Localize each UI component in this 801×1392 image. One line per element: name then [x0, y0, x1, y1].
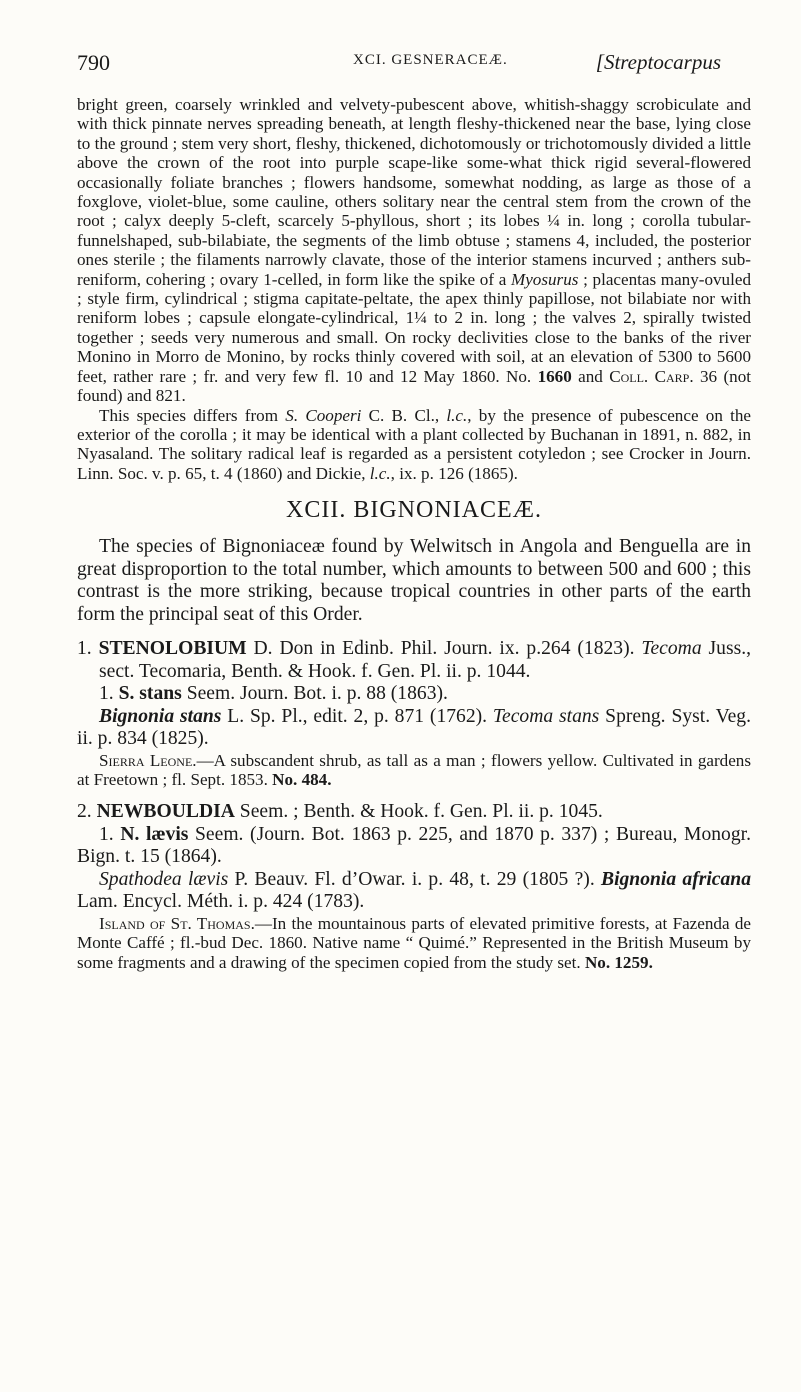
species-description: bright green, coarsely wrinkled and velvety-pubescent above, whitish-shaggy scrobiculate and with thick pinnate nerves spreading beneath, at length fleshy-thickened near the base, lying close to the ground ; stem very short, fleshy, thickened, dichotomously or trichotomously divided a little above the crown of the root into purple scape-like some-what thick rigid several-flowered occasionally foliate branches ; flowers handsome, somewhat nodding, as large as those of a foxglove, violet-blue, some cauline, others solitary near the central stem from the crown of the root ; calyx deeply 5-cleft, scarcely 5-phyllous, short ; its lobes ¼ in. long ; corolla tubular-funnelshaped, sub-bilabiate, the segments of the limb obtuse ; stamens 4, included, the posterior ones sterile ; the filaments narrowly clavate, those of the interior stamens incurved ; anthers sub-reniform, cohering ; ovary 1-celled, in form like the spike of a Myosurus ; placentas many-ovuled ; style firm, cylindrical ; stigma capitate-peltate, the apex thinly papillose, not bilabiate nor with reniform lobes ; capsule elongate-cylindrical, 1¼ to 2 in. long ; the valves 2, spirally twisted together ; seeds very numerous and small. On rocky declivities close to the banks of the river Monino in Morro de Monino, by rocks thinly covered with soil, at an elevation of 5300 to 5600 feet, rather rare ; fr. and very few fl. 10 and 12 May 1860. No. 1660 and Coll. Carp. 36 (not found) and 821. [77, 95, 751, 406]
order-intro: The species of Bignoniaceæ found by Welwitsch in Angola and Benguella are in great disproportion to the total number, which amounts to between 500 and 600 ; this contrast is the more striking, because tropical countries in other parts of the earth form the principal seat of this Order. [77, 536, 751, 625]
family-heading: XCI. GESNERACEÆ. [353, 52, 508, 68]
order-title: XCII. BIGNONIACEÆ. [286, 497, 542, 524]
species-note: This species differs from S. Cooperi C. B. Cl., l.c., by the presence of pubescence on the exterior of the corolla ; it may be identical with a plant collected by Buchanan in 1891, n. 882, in Nyasaland. The solitary radical leaf is regarded as a persistent cotyledon ; see Crocker in Journ. Linn. Soc. v. p. 65, t. 4 (1860) and Dickie, l.c., ix. p. 126 (1865). [77, 405, 751, 483]
genus-name: NEWBOULDIA [96, 801, 235, 823]
synonymy: Spathodea lævis P. Beauv. Fl. d’Owar. i. p. 48, t. 29 (1805 ?). Bignonia africana Lam. Encycl. Méth. i. p. 424 (1783). [77, 868, 751, 913]
running-head [77, 50, 751, 80]
coll-carp: Coll. Carp. [609, 366, 694, 386]
genus-heading: [Streptocarpus [595, 50, 721, 74]
species-name: S. stans [118, 683, 182, 705]
synonymy: Bignonia stans L. Sp. Pl., edit. 2, p. 871 (1762). Tecoma stans Spreng. Syst. Veg. ii. p. 834 (1825). [77, 705, 751, 750]
genus-name: STENOLOBIUM [98, 638, 247, 660]
genus-entry-newbouldia: 2. NEWBOULDIA Seem. ; Benth. & Hook. f. Gen. Pl. ii. p. 1045. [77, 801, 603, 823]
myosurus-name: Myosurus [510, 269, 579, 289]
locality-note: Sierra Leone.—A subscandent shrub, as tall as a man ; flowers yellow. Cultivated in gardens at Freetown ; fl. Sept. 1853. No. 484. [77, 750, 751, 790]
body-text [77, 95, 751, 972]
s-cooperi: S. Cooperi [285, 405, 362, 425]
species-entry-s-stans: 1. S. stans Seem. Journ. Bot. i. p. 88 (1863). [99, 683, 448, 705]
page-number: 790 [77, 50, 110, 75]
locality-note: Island of St. Thomas.—In the mountainous parts of elevated primitive forests, at Fazenda de Monte Caffé ; fl.-bud Dec. 1860. Native name “ Quimé.” Represented in the British Museum by some fragments and a drawing of the specimen copied from the study set. No. 1259. [77, 913, 751, 972]
species-name: N. lævis [120, 823, 189, 845]
specimen-number: 1660 [537, 366, 572, 386]
species-entry-n-laevis: 1. N. lævis Seem. (Journ. Bot. 1863 p. 225, and 1870 p. 337) ; Bureau, Monogr. Bign. t. 15 (1864). [77, 823, 751, 868]
genus-entry-stenolobium: 1. STENOLOBIUM D. Don in Edinb. Phil. Journ. ix. p.264 (1823). Tecoma Juss., sect. Tecomaria, Benth. & Hook. f. Gen. Pl. ii. p. 1044. [77, 638, 751, 682]
